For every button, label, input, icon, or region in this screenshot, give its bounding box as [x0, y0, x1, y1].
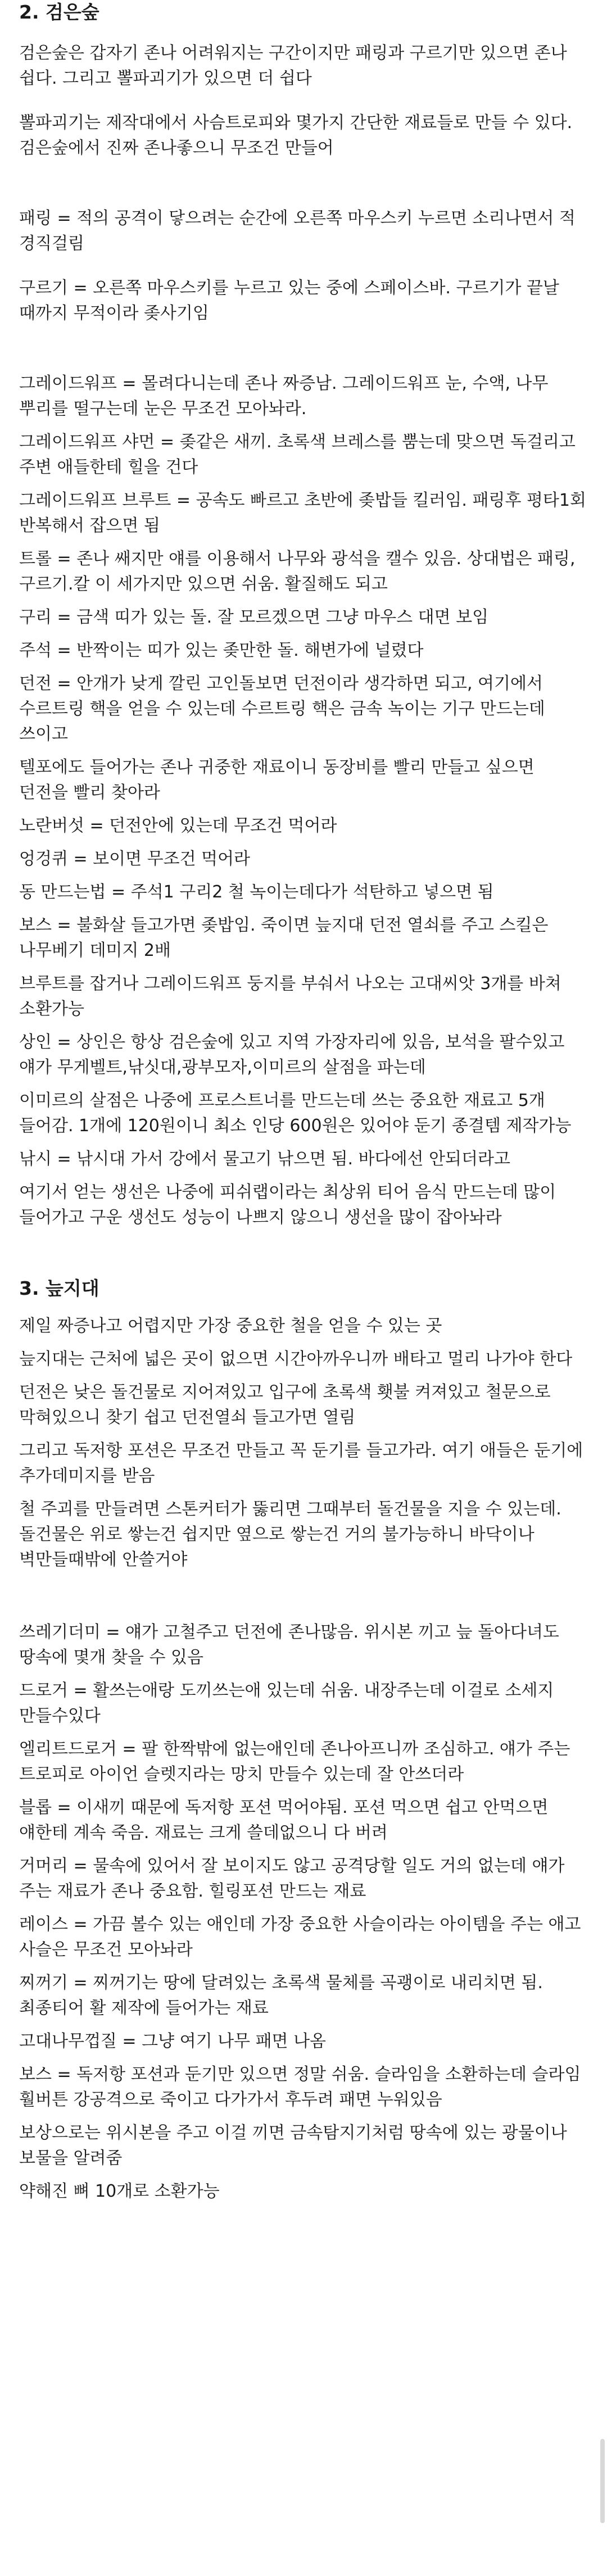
- paragraph: 그레이드워프 브루트 = 공속도 빠르고 초반에 좆밥들 킬러임. 패링후 평타1회 반복해서 잡으면 됨: [19, 491, 586, 536]
- paragraph: 그레이드워프 = 몰려다니는데 존나 짜증남. 그레이드워프 눈, 수액, 나무 뿌리를 떨구는데 눈은 무조건 모아놔라.: [19, 374, 549, 419]
- paragraph: 그레이드워프 샤먼 = 좆같은 새끼. 초록색 브레스를 뿜는데 맞으면 독걸리고 주변 애들한테 힐을 건다: [19, 432, 576, 477]
- paragraph: 거머리 = 물속에 있어서 잘 보이지도 않고 공격당할 일도 거의 없는데 얘가 주는 재료가 존나 중요함. 힐링포션 만드는 재료: [19, 1856, 565, 1901]
- section-black-forest: [19, 1, 588, 1230]
- spacer: [19, 345, 588, 371]
- paragraph: 제일 짜증나고 어렵지만 가장 중요한 철을 얻을 수 있는 곳: [19, 1316, 442, 1336]
- paragraph: 블롭 = 이새끼 때문에 독저항 포션 먹어야됨. 포션 먹으면 쉽고 안먹으면 얘한테 계속 죽음. 재료는 크게 쓸데없으니 다 버려: [19, 1798, 549, 1843]
- paragraph: 주석 = 반짝이는 띠가 있는 좆만한 돌. 해변가에 널렸다: [19, 641, 424, 660]
- paragraph: 보스 = 불화살 들고가면 좆밥임. 죽이면 늪지대 던전 열쇠를 주고 스킬은 나무베기 데미지 2배: [19, 915, 549, 960]
- paragraph: 이미르의 살점은 나중에 프로스트너를 만드는데 쓰는 중요한 재료고 5개 들어감. 1개에 120원이니 최소 인당 600원은 있어야 둔기 종결템 제작가능: [19, 1091, 572, 1136]
- paragraph: 그리고 독저항 포션은 무조건 만들고 꼭 둔기를 들고가라. 여기 애들은 둔기에 추가데미지를 받음: [19, 1441, 583, 1486]
- paragraph: 구르기 = 오른쪽 마우스키를 누르고 있는 중에 스페이스바. 구르기가 끝날 때까지 무적이라 좆사기임: [19, 278, 559, 323]
- paragraph: 약해진 뼈 10개로 소환가능: [19, 2182, 220, 2201]
- paragraph: 엘리트드로거 = 팔 한짝밖에 없는애인데 존나아프니까 조심하고. 얘가 주는 트로피로 아이언 슬렛지라는 망치 만들수 있는데 잘 안쓰더라: [19, 1739, 570, 1784]
- paragraph: 낚시 = 낚시대 가서 강에서 물고기 낚으면 됨. 바다에선 안되더라고: [19, 1149, 510, 1169]
- paragraph: 노란버섯 = 던전안에 있는데 무조건 먹어라: [19, 816, 337, 836]
- paragraph: 철 주괴를 만들려면 스톤커터가 뚫리면 그때부터 돌건물을 지을 수 있는데. 돌건물은 위로 쌓는건 쉽지만 옆으로 쌓는건 거의 불가능하니 바닥이나 벽만들때밖에 안쓸거야: [19, 1499, 561, 1570]
- paragraph: 구리 = 금색 띠가 있는 돌. 잘 모르겠으면 그냥 마우스 대면 보임: [19, 607, 489, 627]
- section-swamp: [19, 1277, 588, 2204]
- paragraph: 보상으로는 위시본을 주고 이걸 끼면 금속탐지기처럼 땅속에 있는 광물이나 보물을 알려줌: [19, 2123, 567, 2168]
- paragraph: 던전은 낮은 돌건물로 지어져있고 입구에 초록색 횃불 켜져있고 철문으로 막혀있으니 찾기 쉽고 던전열쇠 들고가면 열림: [19, 1382, 551, 1427]
- paragraph: 브루트를 잡거나 그레이드워프 둥지를 부숴서 나오는 고대씨앗 3개를 바쳐 소환가능: [19, 974, 561, 1019]
- paragraph: 던전 = 안개가 낮게 깔린 고인돌보면 던전이라 생각하면 되고, 여기에서 수르트링 핵을 얻을 수 있는데 수르트링 핵은 금속 녹이는 기구 만드는데 쓰이고: [19, 674, 545, 744]
- paragraph: 트롤 = 존나 쌔지만 얘를 이용해서 나무와 광석을 캘수 있음. 상대법은 패링,구르기.칼 이 세가지만 있으면 쉬움. 활질해도 되고: [19, 549, 576, 594]
- paragraph: 드로거 = 활쓰는애랑 도끼쓰는애 있는데 쉬움. 내장주는데 이걸로 소세지 만들수있다: [19, 1681, 554, 1726]
- spacer: [19, 180, 588, 206]
- paragraph: 뽈파괴기는 제작대에서 사슴트로피와 몇가지 간단한 재료들로 만들 수 있다. 검은숲에서 진짜 존나좋으니 무조건 만들어: [19, 113, 573, 158]
- paragraph: 보스 = 독저항 포션과 둔기만 있으면 정말 쉬움. 슬라임을 소환하는데 슬라임 훨버튼 강공격으로 죽이고 다가가서 후두려 패면 누워있음: [19, 2065, 581, 2110]
- paragraph: 패링 = 적의 공격이 닿으려는 순간에 오른쪽 마우스키 누르면 소리나면서 적 경직걸림: [19, 208, 576, 253]
- paragraph: 찌꺼기 = 찌꺼기는 땅에 달려있는 초록색 물체를 곡괭이로 내리치면 됨. 최종티어 활 제작에 들어가는 재료: [19, 1973, 543, 2018]
- paragraph: 늪지대는 근처에 넓은 곳이 없으면 시간아까우니까 배타고 멀리 나가야 한다: [19, 1349, 573, 1369]
- paragraph: 레이스 = 가끔 볼수 있는 애인데 가장 중요한 사슬이라는 아이템을 주는 애고 사슬은 무조건 모아놔라: [19, 1915, 581, 1960]
- paragraph: 쓰레기더미 = 얘가 고철주고 던전에 존나많음. 위시본 끼고 늪 돌아다녀도 땅속에 몇개 찾을 수 있음: [19, 1622, 559, 1667]
- paragraph: 상인 = 상인은 항상 검은숲에 있고 지역 가장자리에 있음, 보석을 팔수있고 얘가 무게벨트,낚싯대,광부모자,이미르의 살점을 파는데: [19, 1032, 565, 1077]
- spacer: [19, 1580, 588, 1620]
- paragraph: 동 만드는법 = 주석1 구리2 철 녹이는데다가 석탄하고 넣으면 됨: [19, 882, 494, 902]
- paragraph: 고대나무껍질 = 그냥 여기 나무 패면 나옴: [19, 2031, 327, 2051]
- paragraph: 텔포에도 들어가는 존나 귀중한 재료이니 동장비를 빨리 만들고 싶으면 던전을 빨리 찾아라: [19, 758, 534, 802]
- paragraph: 엉겅퀴 = 보이면 무조건 먹어라: [19, 849, 251, 869]
- section-heading: 2. 검은숲: [19, 1, 99, 23]
- section-heading: 3. 늪지대: [19, 1277, 99, 1299]
- paragraph: 여기서 얻는 생선은 나중에 피쉬랩이라는 최상위 티어 음식 만드는데 많이 들어가고 구운 생선도 성능이 나쁘지 않으니 생선을 많이 잡아놔라: [19, 1182, 556, 1227]
- section-spacer: [19, 1238, 588, 1277]
- paragraph: 검은숲은 갑자기 존나 어려워지는 구간이지만 패링과 구르기만 있으면 존나 쉽다. 그리고 뽈파괴기가 있으면 더 쉽다: [19, 43, 567, 88]
- scrollbar-thumb[interactable]: [600, 2439, 605, 2523]
